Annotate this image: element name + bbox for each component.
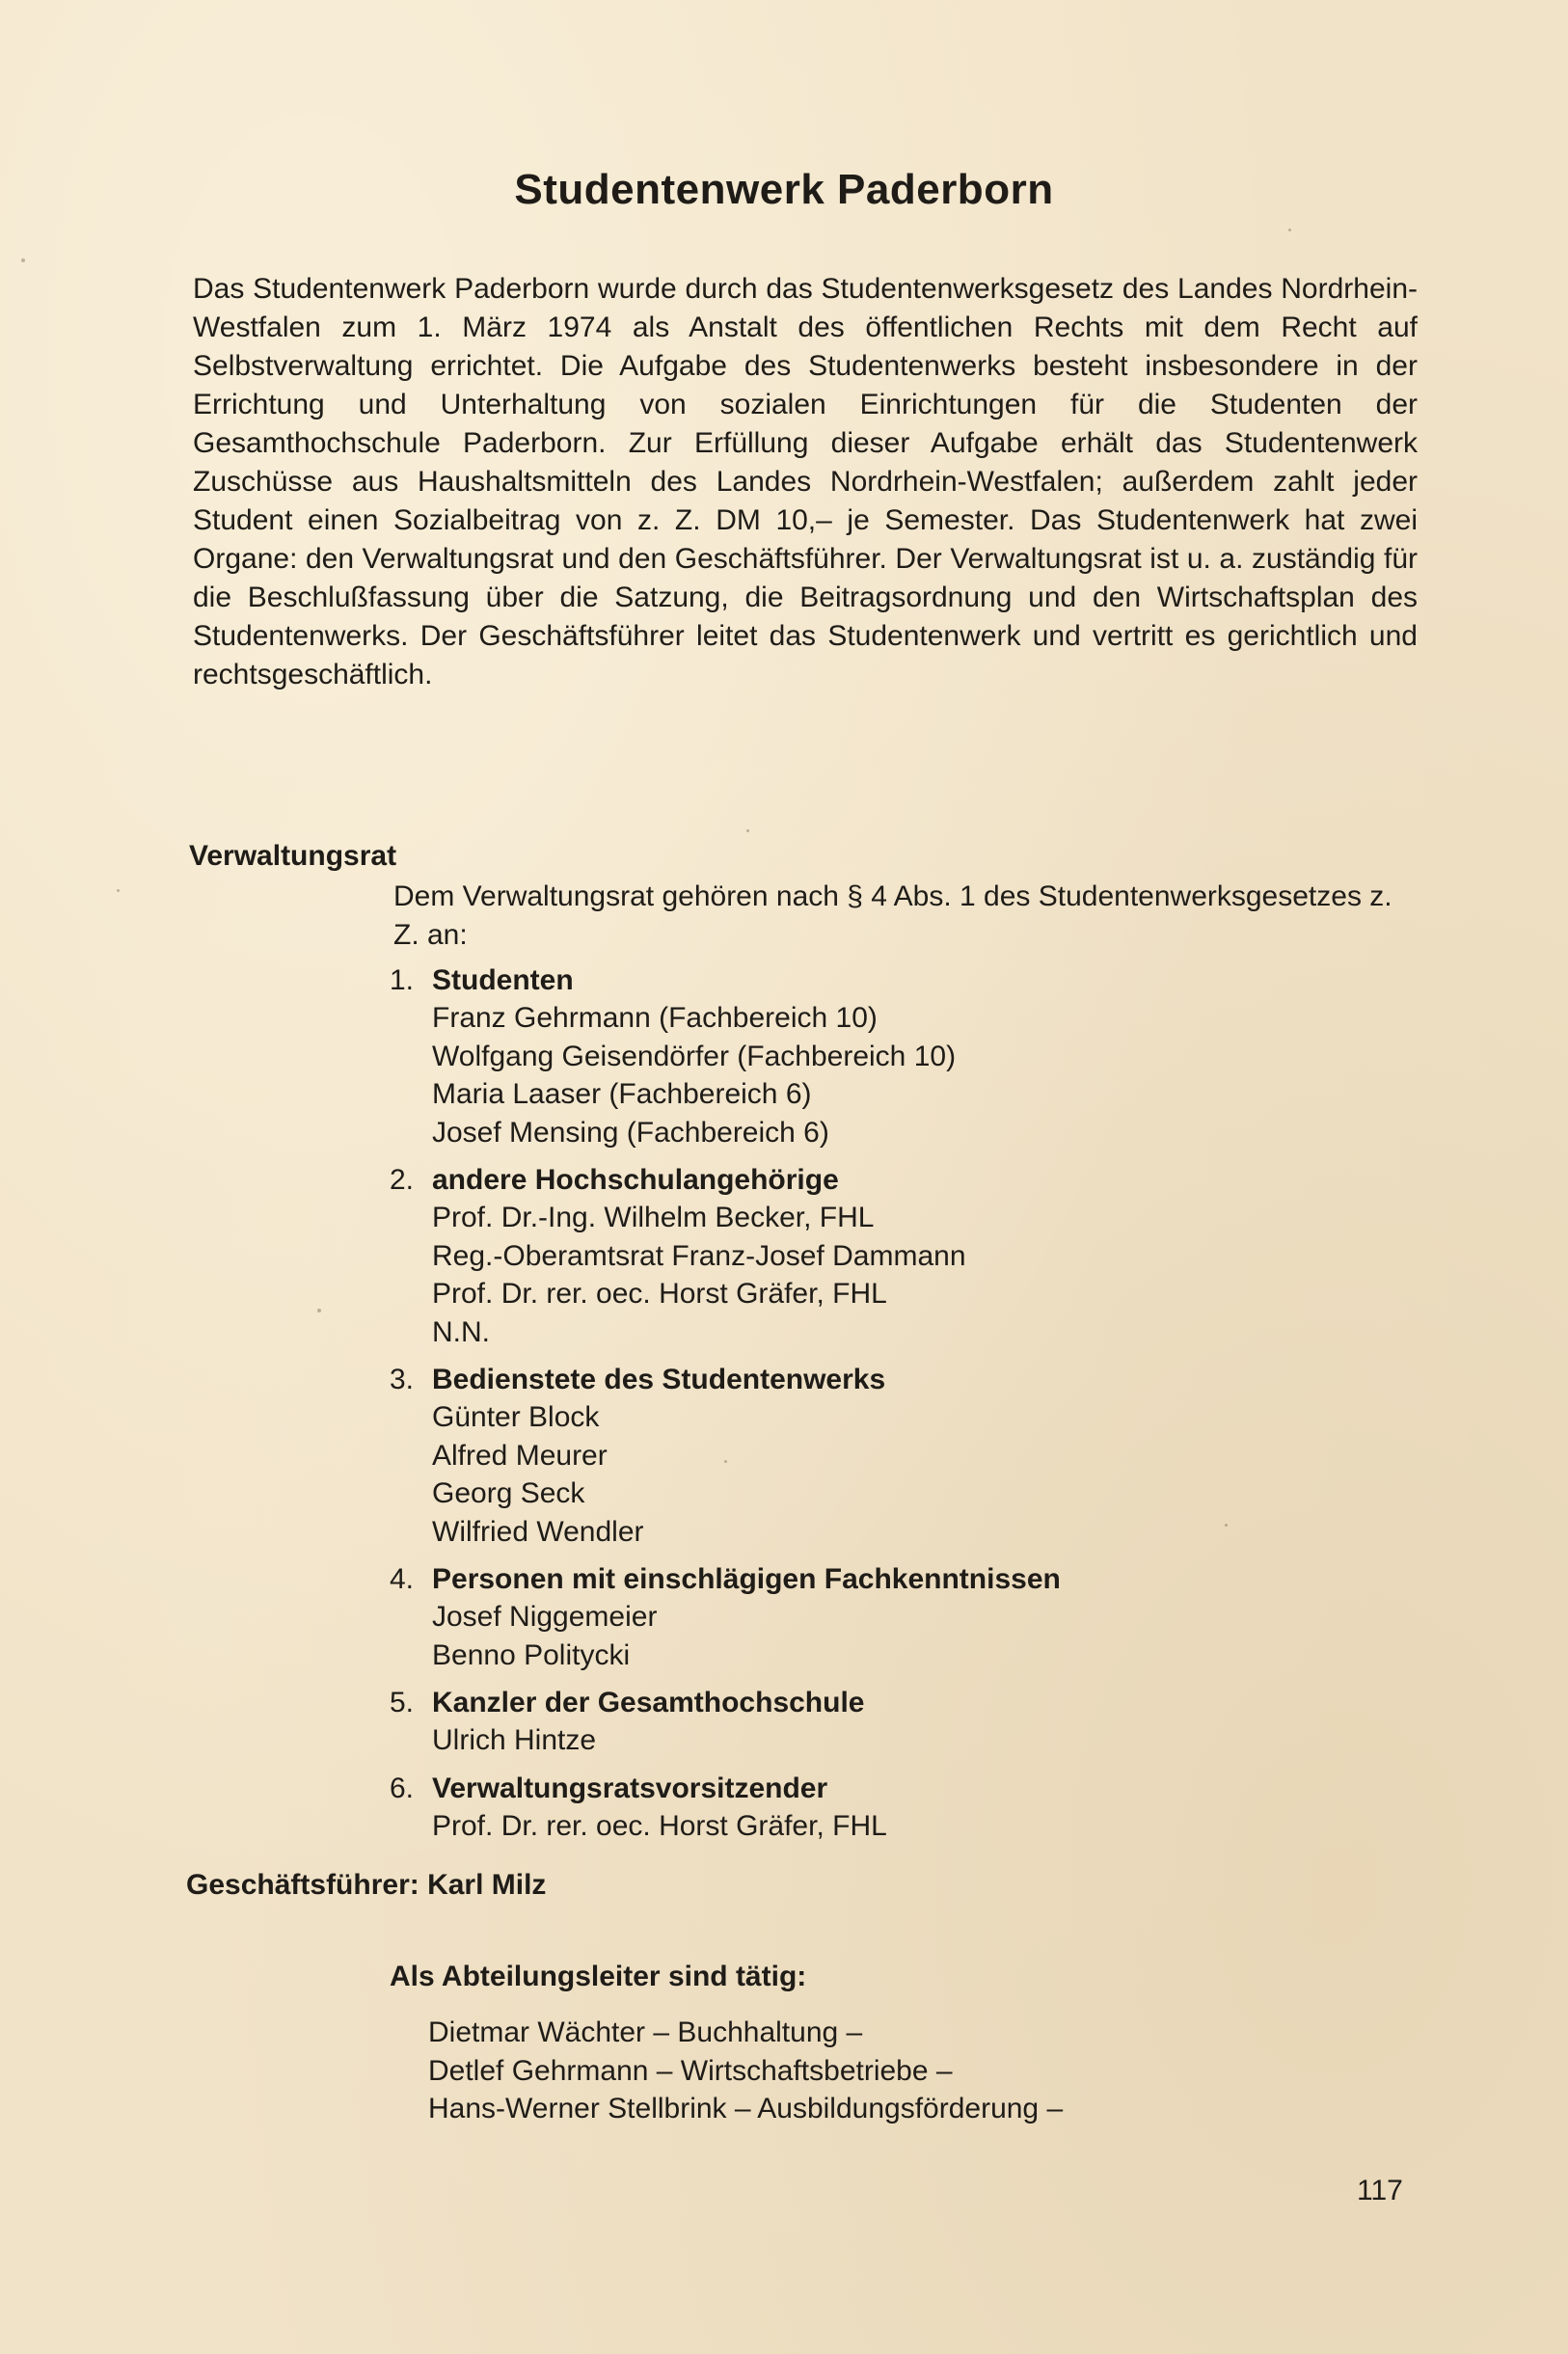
group-header bbox=[390, 1361, 1450, 1398]
group-number: 1. bbox=[390, 964, 415, 996]
member-name: Prof. Dr. rer. oec. Horst Gräfer, FHL bbox=[432, 1809, 887, 1842]
page-number: 117 bbox=[1357, 2175, 1403, 2206]
group-number: 4. bbox=[390, 1563, 415, 1595]
verwaltungsrat-heading: Verwaltungsrat bbox=[189, 840, 397, 872]
abteilungsleiter-heading: Als Abteilungsleiter sind tätig: bbox=[390, 1961, 807, 1992]
member-name: Prof. Dr.-Ing. Wilhelm Becker, FHL bbox=[432, 1202, 875, 1233]
group-members bbox=[390, 1807, 1450, 1846]
member-name: Ulrich Hintze bbox=[432, 1724, 597, 1756]
group-header bbox=[390, 1560, 1450, 1598]
group-number: 6. bbox=[390, 1772, 415, 1804]
member-groups-list bbox=[390, 961, 1450, 1854]
member-group bbox=[390, 1161, 1450, 1351]
paper-speck bbox=[1288, 229, 1291, 231]
paper-speck bbox=[21, 258, 25, 262]
member-group bbox=[390, 1560, 1450, 1674]
member-group bbox=[390, 1361, 1450, 1551]
page-title: Studentenwerk Paderborn bbox=[514, 166, 1054, 213]
group-title: Studenten bbox=[432, 964, 574, 996]
member-name: Wolfgang Geisendörfer (Fachbereich 10) bbox=[432, 1040, 957, 1072]
group-members bbox=[390, 999, 1450, 1151]
geschaeftsfuehrer-line: Geschäftsführer: Karl Milz bbox=[186, 1869, 547, 1901]
group-title: Kanzler der Gesamthochschule bbox=[432, 1687, 865, 1718]
group-members bbox=[390, 1721, 1450, 1760]
group-members bbox=[390, 1398, 1450, 1551]
group-header bbox=[390, 1770, 1450, 1807]
department-head: Detlef Gehrmann – Wirtschaftsbetriebe – bbox=[428, 2054, 953, 2087]
verwaltungsrat-preamble: Dem Verwaltungsrat gehören nach § 4 Abs. 1 des Studentenwerksgesetzes z. Z. an: bbox=[393, 880, 1392, 951]
group-title: Verwaltungsratsvorsitzender bbox=[432, 1772, 828, 1804]
paper-speck bbox=[117, 889, 120, 892]
department-head: Dietmar Wächter – Buchhaltung – bbox=[428, 2016, 863, 2048]
group-title: Personen mit einschlägigen Fachkenntnissen bbox=[432, 1563, 1061, 1595]
member-name: Wilfried Wendler bbox=[432, 1515, 644, 1548]
member-name: Reg.-Oberamtsrat Franz-Josef Dammann bbox=[432, 1239, 966, 1272]
paper-speck bbox=[317, 1309, 321, 1312]
member-name: Benno Politycki bbox=[432, 1638, 631, 1671]
member-name: Franz Gehrmann (Fachbereich 10) bbox=[432, 1002, 878, 1034]
member-group bbox=[390, 1770, 1450, 1846]
group-title: andere Hochschulangehörige bbox=[432, 1164, 839, 1196]
group-header bbox=[390, 1684, 1450, 1721]
member-name: Prof. Dr. rer. oec. Horst Gräfer, FHL bbox=[432, 1278, 887, 1310]
group-members bbox=[390, 1598, 1450, 1674]
member-name: Günter Block bbox=[432, 1401, 600, 1433]
group-number: 5. bbox=[390, 1687, 415, 1718]
group-number: 2. bbox=[390, 1164, 415, 1196]
member-name: Alfred Meurer bbox=[432, 1439, 608, 1472]
member-name: Josef Mensing (Fachbereich 6) bbox=[432, 1116, 829, 1149]
group-header bbox=[390, 1161, 1450, 1199]
department-head: Hans-Werner Stellbrink – Ausbildungsförderung – bbox=[428, 2093, 1064, 2124]
paper-speck bbox=[746, 829, 749, 832]
group-title: Bedienstete des Studentenwerks bbox=[432, 1364, 886, 1395]
member-name: Josef Niggemeier bbox=[432, 1601, 658, 1633]
member-name: N.N. bbox=[432, 1315, 490, 1348]
abteilungsleiter-list bbox=[428, 2014, 1063, 2128]
member-group bbox=[390, 1684, 1450, 1760]
member-name: Maria Laaser (Fachbereich 6) bbox=[432, 1078, 812, 1110]
intro-paragraph: Das Studentenwerk Paderborn wurde durch das Studentenwerksgesetz des Landes Nordrhein-Westfalen zum 1. März 1974 als Anstalt des öffentlichen Rechts mit dem Recht auf Selbstverwaltung errichtet. Die Aufgabe des Studentenwerks besteht insbesondere in der Errichtung und Unterhaltung von sozialen Einrichtungen für die Studenten der Gesamthochschule Paderborn. Zur Erfüllung dieser Aufgabe erhält das Studentenwerk Zuschüsse aus Haushaltsmitteln des Landes Nordrhein-Westfalen; außerdem zahlt jeder Student einen Sozialbeitrag von z. Z. DM 10,– je Semester. Das Studentenwerk hat zwei Organe: den Verwaltungsrat und den Geschäftsführer. Der Verwaltungsrat ist u. a. zuständig für die Beschlußfassung über die Satzung, die Beitragsordnung und den Wirtschaftsplan des Studentenwerks. Der Geschäftsführer leitet das Studentenwerk und vertritt es gerichtlich und rechtsgeschäftlich. bbox=[193, 273, 1418, 690]
member-group bbox=[390, 961, 1450, 1151]
group-header bbox=[390, 961, 1450, 999]
group-number: 3. bbox=[390, 1364, 415, 1395]
group-members bbox=[390, 1199, 1450, 1351]
member-name: Georg Seck bbox=[432, 1477, 585, 1509]
